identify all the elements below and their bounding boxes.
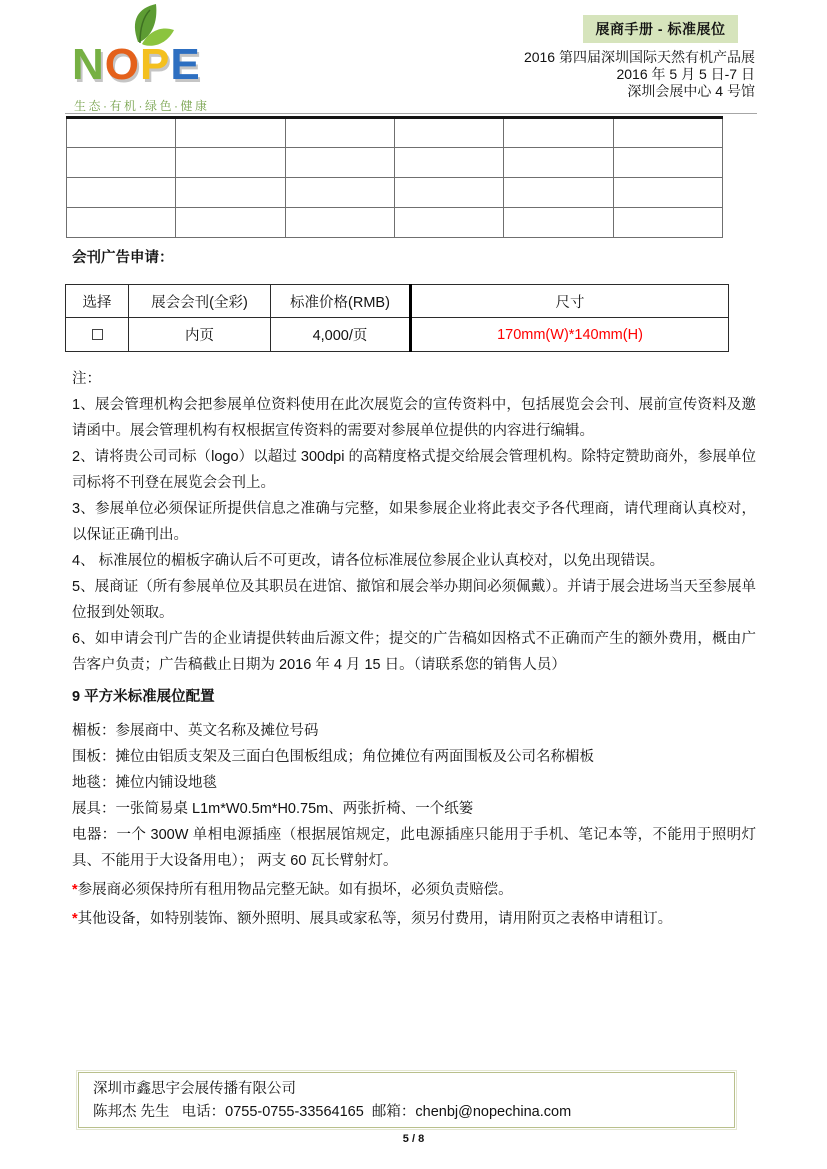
logo-wordmark <box>72 40 201 90</box>
logo-tagline: 生态·有机·绿色·健康 <box>74 99 210 113</box>
company-name: 深圳市鑫思宇会展传播有限公司 <box>93 1081 296 1097</box>
top-table-cell <box>176 148 285 178</box>
asterisk-mark: * <box>72 911 78 927</box>
notes-label: 注： <box>72 371 101 387</box>
ad-section-heading: 会刊广告申请： <box>72 250 174 266</box>
event-venue: 深圳会展中心 4 号馆 <box>627 82 755 99</box>
booth-item-panels: 围板：摊位由铝质支架及三面白色围板组成；角位摊位有两面围板及公司名称楣板 <box>72 749 594 765</box>
email-address[interactable]: chenbj@nopechina.com <box>415 1104 572 1120</box>
booth-item-electrics: 电器：一个 300W 单相电源插座（根据展馆规定，此电源插座只能用于手机、笔记本等，不能用于照明灯具、不能用于大设备用电）； 两支 60 瓦长臂射灯。 <box>72 827 756 869</box>
booth-item-carpet: 地毯：摊位内铺设地毯 <box>72 775 217 791</box>
top-table-body <box>67 118 723 238</box>
top-table-cell <box>504 118 613 148</box>
logo-letter-e: E <box>170 40 201 89</box>
ad-table <box>65 284 729 352</box>
top-table-cell <box>613 178 722 208</box>
booth-item-fascia: 楣板：参展商中、英文名称及摊位号码 <box>72 723 319 739</box>
ad-col-publication: 展会会刊(全彩) <box>129 285 271 318</box>
top-table-cell <box>394 148 503 178</box>
top-table-cell <box>394 118 503 148</box>
event-title: 2016 第四届深圳国际天然有机产品展 <box>523 49 755 65</box>
page-number: 5 / 8 <box>402 1133 425 1145</box>
note-item-3: 3、参展单位必须保证所提供信息之准确与完整，如果参展企业将此表交予各代理商，请代理商认真校对，以保证正确刊出。 <box>72 501 756 543</box>
note-item-6: 6、如申请会刊广告的企业请提供转曲后源文件；提交的广告稿如因格式不正确而产生的额外费用，概由广告客户负责；广告稿截止日期为 2016 年 4 月 15 日。（请联系您的销售人员） <box>72 631 756 673</box>
top-table-cell <box>285 148 394 178</box>
top-table-cell <box>394 178 503 208</box>
ad-col-size: 尺寸 <box>411 285 729 318</box>
ad-cell-publication: 内页 <box>129 318 271 352</box>
event-info <box>524 49 755 99</box>
top-table-row <box>67 208 723 238</box>
top-table-cell <box>504 148 613 178</box>
top-table-row <box>67 118 723 148</box>
top-table-cell <box>285 208 394 238</box>
top-table-cell <box>176 208 285 238</box>
top-table-cell <box>285 178 394 208</box>
top-table-cell <box>67 208 176 238</box>
top-table-cell <box>285 118 394 148</box>
contact-line <box>93 1101 720 1124</box>
top-table-cell <box>504 208 613 238</box>
email-label: 邮箱： <box>371 1104 416 1120</box>
ad-table-header-row <box>66 285 729 318</box>
ad-table-row <box>66 318 729 352</box>
asterisk-mark: * <box>72 882 78 898</box>
logo-letter-o: O <box>104 40 141 89</box>
contact-person: 陈邦杰 先生 <box>93 1104 170 1120</box>
ad-cell-size: 170mm(W)*140mm(H) <box>411 318 729 352</box>
top-table <box>66 116 723 238</box>
top-table-cell <box>613 208 722 238</box>
top-table-cell <box>613 148 722 178</box>
star-notes-section <box>72 876 756 934</box>
manual-type-badge: 展商手册 - 标准展位 <box>583 15 738 43</box>
event-dates: 2016 年 5 月 5 日-7 日 <box>616 65 755 82</box>
top-table-cell <box>504 178 613 208</box>
booth-config-heading: 9 平方米标准展位配置 <box>72 689 215 705</box>
contact-box <box>78 1072 735 1128</box>
top-table-cell <box>67 118 176 148</box>
note-item-1: 1、展会管理机构会把参展单位资料使用在此次展览会的宣传资料中，包括展览会会刊、展前宣传资料及邀请函中。展会管理机构有权根据宣传资料的需要对参展单位提供的内容进行编辑。 <box>72 397 756 439</box>
note-item-4: 4、 标准展位的楣板字确认后不可更改，请各位标准展位参展企业认真校对，以免出现错误。 <box>72 553 665 569</box>
note-item-2: 2、请将贵公司司标（logo）以超过 300dpi 的高精度格式提交给展会管理机构。除特定赞助商外，参展单位司标将不刊登在展览会会刊上。 <box>72 449 756 491</box>
top-table-row <box>67 178 723 208</box>
top-table-cell <box>67 148 176 178</box>
ad-cell-price: 4,000/页 <box>271 318 411 352</box>
top-table-cell <box>67 178 176 208</box>
ad-col-select: 选择 <box>66 285 129 318</box>
logo-letter-n: N <box>72 40 105 89</box>
note-item-5: 5、展商证（所有参展单位及其职员在进馆、撤馆和展会举办期间必须佩戴）。并请于展会进场当天至参展单位报到处领取。 <box>72 579 756 621</box>
booth-config-section <box>72 684 756 874</box>
header-divider <box>65 113 757 114</box>
ad-cell-select <box>66 318 129 352</box>
phone-number: 0755-0755-33564165 <box>225 1104 364 1120</box>
star-note-2: *其他设备，如特别装饰、额外照明、展具或家私等，须另付费用，请用附页之表格申请租订。 <box>72 911 673 927</box>
top-table-cell <box>613 118 722 148</box>
top-table-cell <box>176 118 285 148</box>
top-table-row <box>67 148 723 178</box>
select-checkbox[interactable] <box>92 329 103 340</box>
booth-item-furniture: 展具：一张简易桌 L1m*W0.5m*H0.75m、两张折椅、一个纸篓 <box>72 801 474 817</box>
star-note-1: *参展商必须保持所有租用物品完整无缺。如有损坏，必须负责赔偿。 <box>72 882 513 898</box>
phone-label: 电话： <box>181 1104 226 1120</box>
nope-logo <box>72 2 222 98</box>
notes-section <box>72 366 756 678</box>
ad-col-price: 标准价格(RMB) <box>271 285 411 318</box>
logo-letter-p: P <box>140 40 171 89</box>
top-table-cell <box>176 178 285 208</box>
top-table-cell <box>394 208 503 238</box>
